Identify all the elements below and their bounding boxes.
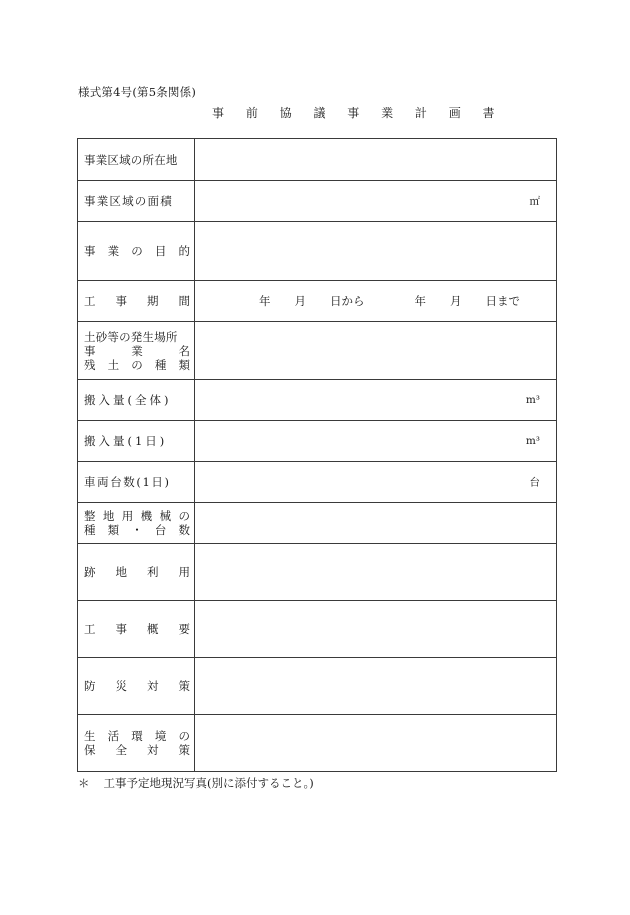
label-char: 防 — [84, 679, 96, 693]
label-line: 搬入量(1日) — [84, 434, 168, 448]
label-disaster — [78, 658, 195, 715]
label-outline — [78, 601, 195, 658]
label-char: 事 — [115, 294, 127, 308]
field-disaster[interactable] — [195, 658, 557, 715]
label-char: 地 — [102, 509, 115, 523]
label-environment — [78, 715, 195, 772]
label-char: 間 — [178, 294, 190, 308]
row-outline — [78, 601, 557, 658]
label-line: 車両台数(1日) — [84, 475, 171, 489]
label-char: 土 — [107, 357, 120, 372]
label-char: 災 — [115, 679, 127, 693]
label-char: 策 — [178, 743, 190, 757]
label-char: 業 — [107, 244, 120, 258]
label-char: 的 — [178, 244, 190, 258]
row-area — [78, 181, 557, 222]
unit-square-meter: ㎡ — [529, 195, 540, 208]
label-char: の — [131, 357, 143, 372]
label-line — [84, 294, 190, 308]
label-line — [84, 358, 190, 372]
label-char: 策 — [178, 679, 190, 693]
label-char: の — [178, 729, 190, 743]
to-day: 日まで — [485, 294, 520, 308]
label-line — [84, 509, 190, 523]
label-machinery — [78, 503, 195, 544]
label-char: 事 — [84, 343, 96, 358]
asterisk-icon: ＊ — [78, 776, 90, 790]
label-char: 数 — [178, 523, 190, 537]
field-outline[interactable] — [195, 601, 557, 658]
label-char: ・ — [131, 523, 143, 537]
label-char: 利 — [147, 565, 159, 579]
label-line: 搬入量(全体) — [84, 393, 172, 407]
row-purpose — [78, 222, 557, 281]
form-number: 様式第4号(第5条関係) — [78, 85, 197, 99]
label-line — [84, 729, 190, 743]
label-location — [78, 139, 195, 181]
label-char: 環 — [131, 729, 143, 743]
label-char: 保 — [84, 743, 96, 757]
label-char: 対 — [147, 743, 159, 757]
label-char: 名 — [178, 343, 190, 358]
label-char: の — [178, 509, 190, 523]
label-char: 活 — [107, 729, 120, 743]
field-vehicles[interactable] — [195, 462, 557, 503]
label-char: 用 — [178, 565, 190, 579]
period-dates — [195, 293, 556, 309]
label-char: 目 — [154, 244, 167, 258]
field-area[interactable] — [195, 181, 557, 222]
row-land-use — [78, 544, 557, 601]
label-line — [84, 344, 190, 358]
label-line — [84, 622, 190, 636]
label-char: 要 — [178, 622, 190, 636]
label-line: 事業区域の所在地 — [84, 152, 178, 167]
label-line: 事業区域の面積 — [84, 194, 173, 208]
document-title: 事 前 協 議 事 業 計 画 書 — [212, 106, 504, 120]
label-soil-origin — [78, 322, 195, 380]
label-line — [84, 244, 190, 258]
label-char: 整 — [84, 509, 96, 523]
label-land-use — [78, 544, 195, 601]
label-char: 台 — [154, 523, 167, 537]
label-volume-total — [78, 380, 195, 421]
label-char: 全 — [115, 743, 127, 757]
label-char: 概 — [147, 622, 159, 636]
label-char: 類 — [107, 523, 120, 537]
label-char: 事 — [84, 244, 96, 258]
label-char: 期 — [147, 294, 159, 308]
row-environment — [78, 715, 557, 772]
field-purpose[interactable] — [195, 222, 557, 281]
label-char: 種 — [84, 523, 96, 537]
label-char: 残 — [84, 357, 96, 372]
row-volume-total — [78, 380, 557, 421]
label-char: の — [131, 244, 143, 258]
label-volume-daily — [78, 421, 195, 462]
field-period[interactable] — [195, 281, 557, 322]
field-location[interactable] — [195, 139, 557, 181]
label-line — [84, 565, 190, 579]
from-month: 月 — [294, 294, 306, 308]
to-year: 年 — [414, 294, 426, 308]
label-char: 跡 — [84, 565, 96, 579]
label-char: 事 — [115, 622, 127, 636]
label-char: 境 — [154, 729, 167, 743]
field-environment[interactable] — [195, 715, 557, 772]
footnote-text: 工事予定地現況写真(別に添付すること。) — [103, 776, 314, 790]
label-char: 生 — [84, 729, 96, 743]
field-volume-daily[interactable] — [195, 421, 557, 462]
label-char: 工 — [84, 622, 96, 636]
label-line — [84, 679, 190, 693]
row-vehicles — [78, 462, 557, 503]
row-disaster — [78, 658, 557, 715]
to-month: 月 — [450, 294, 462, 308]
label-line — [84, 743, 190, 757]
label-char: 工 — [84, 294, 96, 308]
label-char: 類 — [178, 357, 190, 372]
label-vehicles — [78, 462, 195, 503]
label-char: 用 — [121, 509, 134, 523]
project-plan-table — [77, 138, 557, 772]
label-char: 機 — [140, 509, 153, 523]
from-year: 年 — [259, 294, 271, 308]
label-purpose — [78, 222, 195, 281]
row-machinery — [78, 503, 557, 544]
label-char: 械 — [159, 509, 172, 523]
field-machinery[interactable] — [195, 503, 557, 544]
label-char: 種 — [154, 357, 167, 372]
field-volume-total[interactable] — [195, 380, 557, 421]
row-location — [78, 139, 557, 181]
unit-vehicles: 台 — [529, 476, 540, 489]
footnote — [78, 775, 314, 791]
row-volume-daily — [78, 421, 557, 462]
unit-cubic-meter: m³ — [525, 435, 540, 447]
field-land-use[interactable] — [195, 544, 557, 601]
label-period — [78, 281, 195, 322]
row-soil-origin — [78, 322, 557, 380]
label-char: 対 — [147, 679, 159, 693]
unit-cubic-meter: m³ — [525, 394, 540, 406]
label-area — [78, 181, 195, 222]
from-day: 日から — [330, 294, 365, 308]
row-period — [78, 281, 557, 322]
label-char: 業 — [131, 343, 143, 358]
label-char: 地 — [115, 565, 127, 579]
label-line — [84, 523, 190, 537]
label-line: 土砂等の発生場所 — [84, 329, 178, 344]
field-soil-origin[interactable] — [195, 322, 557, 380]
